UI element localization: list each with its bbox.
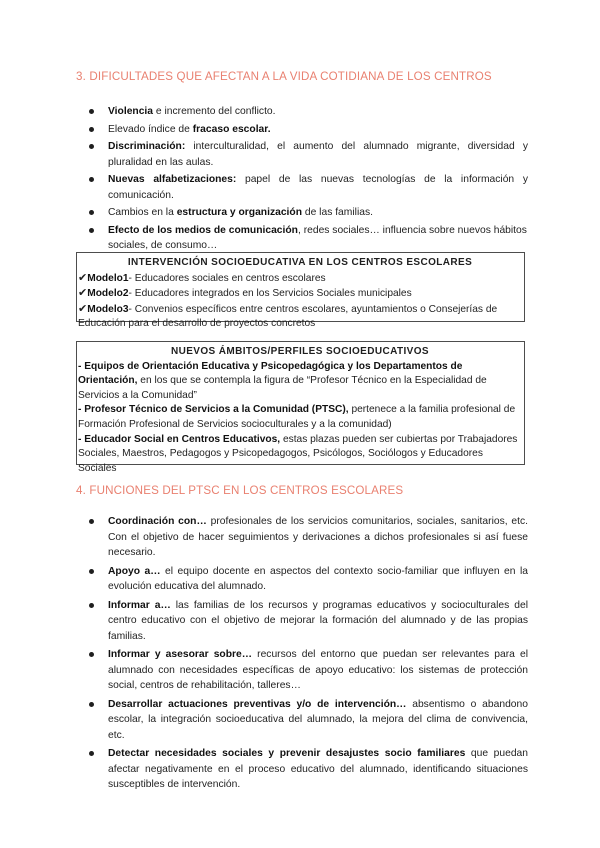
list-item: Violencia e incremento del conflicto.	[76, 104, 528, 120]
section-4-heading: 4. FUNCIONES DEL PTSC EN LOS CENTROS ESCOLARES	[76, 484, 404, 497]
intervention-box	[76, 252, 525, 330]
profile-row: - Educador Social en Centros Educativos, estas plazas pueden ser cubiertas por Trabajadores Sociales, Maestros, Pedagogos y Psicopedagogos, Psicólogos, Sociólogos y Educadores Sociales	[78, 433, 518, 474]
list-item: Efecto de los medios de comunicación, redes sociales… influencia sobre nuevos hábitos sociales, de consumo…	[76, 223, 528, 254]
list-item: Detectar necesidades sociales y prevenir desajustes socio familiares que puedan afectar negativamente en el proceso educativo del alumnado, identificando situaciones susceptibles de intervención.	[76, 746, 528, 793]
intervention-box-title: INTERVENCIÓN SOCIOEDUCATIVA EN LOS CENTROS ESCOLARES	[127, 257, 473, 268]
check-icon: ✔	[78, 271, 88, 284]
check-icon: ✔	[78, 302, 88, 315]
ptsc-functions-list	[76, 514, 528, 796]
list-item: Desarrollar actuaciones preventivas y/o de intervención… absentismo o abandono escolar, la integración socioeducativa del alumnado, la mejora del clima de convivencia, etc.	[76, 697, 528, 744]
list-item: Apoyo a… el equipo docente en aspectos del contexto socio-familiar que influyen en la evolución educativa del alumnado.	[76, 564, 528, 595]
list-item: Coordinación con… profesionales de los servicios comunitarios, sociales, sanitarios, etc. Con el objetivo de hacer seguimientos y derivaciones a dichos profesionales si así fuese necesario.	[76, 514, 528, 561]
profile-row: - Profesor Técnico de Servicios a la Comunidad (PTSC), pertenece a la familia profesional de Formación Profesional de Servicios socioculturales y a la comunidad)	[78, 404, 516, 430]
list-item: Informar y asesorar sobre… recursos del entorno que puedan ser relevantes para el alumnado con necesidades específicas de apoyo educativo: los sistemas de protección social, centros de rehabilitación, talleres…	[76, 647, 528, 694]
new-profiles-box	[76, 341, 525, 474]
model-row: ✔Modelo3- Convenios específicos entre centros escolares, ayuntamientos o Consejerías de Educación para el desarrollo de proyectos concretos	[78, 302, 498, 330]
new-profiles-box-title: NUEVOS ÁMBITOS/PERFILES SOCIOEDUCATIVOS	[170, 346, 430, 357]
list-item: Elevado índice de fracaso escolar.	[76, 122, 528, 138]
check-icon: ✔	[78, 287, 88, 300]
section-3-heading: 3. DIFICULTADES QUE AFECTAN A LA VIDA COTIDIANA DE LOS CENTROS	[76, 70, 492, 83]
list-item: Discriminación: interculturalidad, el aumento del alumnado migrante, diversidad y pluralidad en las aulas.	[76, 139, 528, 170]
list-item: Informar a… las familias de los recursos y programas educativos y socioculturales del centro educativo con el objetivo de mejorar la formación del alumnado y de las propias familias.	[76, 598, 528, 645]
model-row: ✔Modelo1- Educadores sociales en centros escolares	[78, 271, 326, 284]
list-item: Nuevas alfabetizaciones: papel de las nuevas tecnologías de la información y comunicación.	[76, 172, 528, 203]
profile-row: - Equipos de Orientación Educativa y Psicopedagógica y los Departamentos de Orientación, en los que se contempla la figura de “Profesor Técnico en la Especialidad de Servicios a la Comunidad”	[78, 360, 487, 401]
difficulties-list	[76, 104, 528, 256]
list-item: Cambios en la estructura y organización de las familias.	[76, 205, 528, 221]
model-row: ✔Modelo2- Educadores integrados en los Servicios Sociales municipales	[78, 287, 412, 300]
